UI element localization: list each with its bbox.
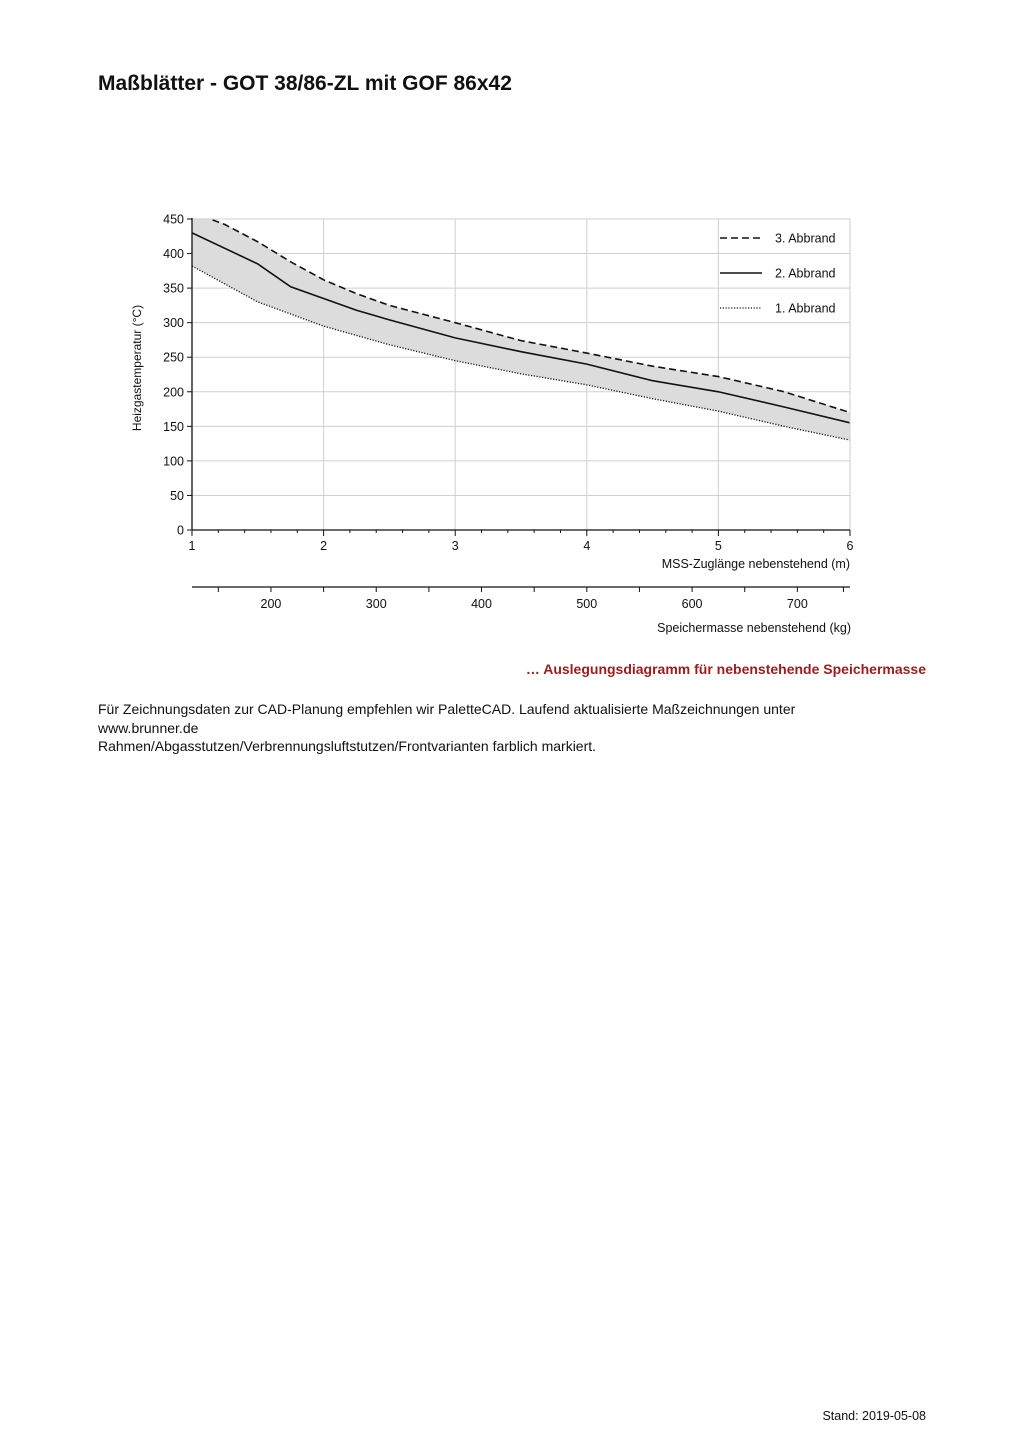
y-tick-label: 350 <box>163 281 184 296</box>
secondary-tick-label: 300 <box>365 597 387 611</box>
secondary-tick-label: 400 <box>471 597 492 611</box>
range-band <box>192 212 850 440</box>
temperature-chart <box>0 0 1024 660</box>
x-tick-label: 1 <box>188 539 196 553</box>
info-line-cad: Für Zeichnungsdaten zur CAD-Planung empfehlen wir PaletteCAD. Laufend aktualisierte Maßzeichnungen unter <box>98 701 796 717</box>
y-tick-label: 50 <box>170 488 184 503</box>
y-tick-label: 150 <box>163 419 184 434</box>
secondary-tick-label: 500 <box>576 597 598 611</box>
x-tick-label: 5 <box>714 539 722 553</box>
website-link[interactable]: www.brunner.de <box>98 719 199 736</box>
stand-date: Stand: 2019-05-08 <box>822 1409 926 1423</box>
x-tick-label: 3 <box>451 539 459 553</box>
secondary-axis-label: Speichermasse nebenstehend (kg) <box>657 621 851 635</box>
info-paragraph <box>98 700 898 756</box>
info-line-colors: Rahmen/Abgasstutzen/Verbrennungsluftstutzen/Frontvarianten farblich markiert. <box>98 738 597 754</box>
x-tick-label: 2 <box>320 539 328 553</box>
secondary-tick-label: 200 <box>260 597 282 611</box>
y-tick-label: 300 <box>163 316 184 331</box>
legend-label: 1. Abbrand <box>775 301 836 316</box>
legend-label: 3. Abbrand <box>775 231 836 246</box>
x-tick-label: 6 <box>846 539 854 553</box>
page-title: Maßblätter - GOT 38/86-ZL mit GOF 86x42 <box>98 72 512 95</box>
y-tick-label: 250 <box>163 350 184 365</box>
y-axis-label: Heizgastemperatur (°C) <box>130 304 144 432</box>
y-tick-label: 0 <box>177 523 184 538</box>
secondary-tick-label: 700 <box>786 597 808 611</box>
y-tick-label: 100 <box>163 454 184 469</box>
y-tick-label: 200 <box>163 385 184 400</box>
y-tick-label: 450 <box>163 212 184 227</box>
legend-label: 2. Abbrand <box>775 266 836 281</box>
diagram-note: … Auslegungsdiagramm für nebenstehende Speichermasse <box>525 661 926 677</box>
y-tick-label: 400 <box>163 247 184 262</box>
secondary-tick-label: 600 <box>681 597 703 611</box>
x-axis-label: MSS-Zuglänge nebenstehend (m) <box>661 557 850 571</box>
x-tick-label: 4 <box>583 539 591 553</box>
